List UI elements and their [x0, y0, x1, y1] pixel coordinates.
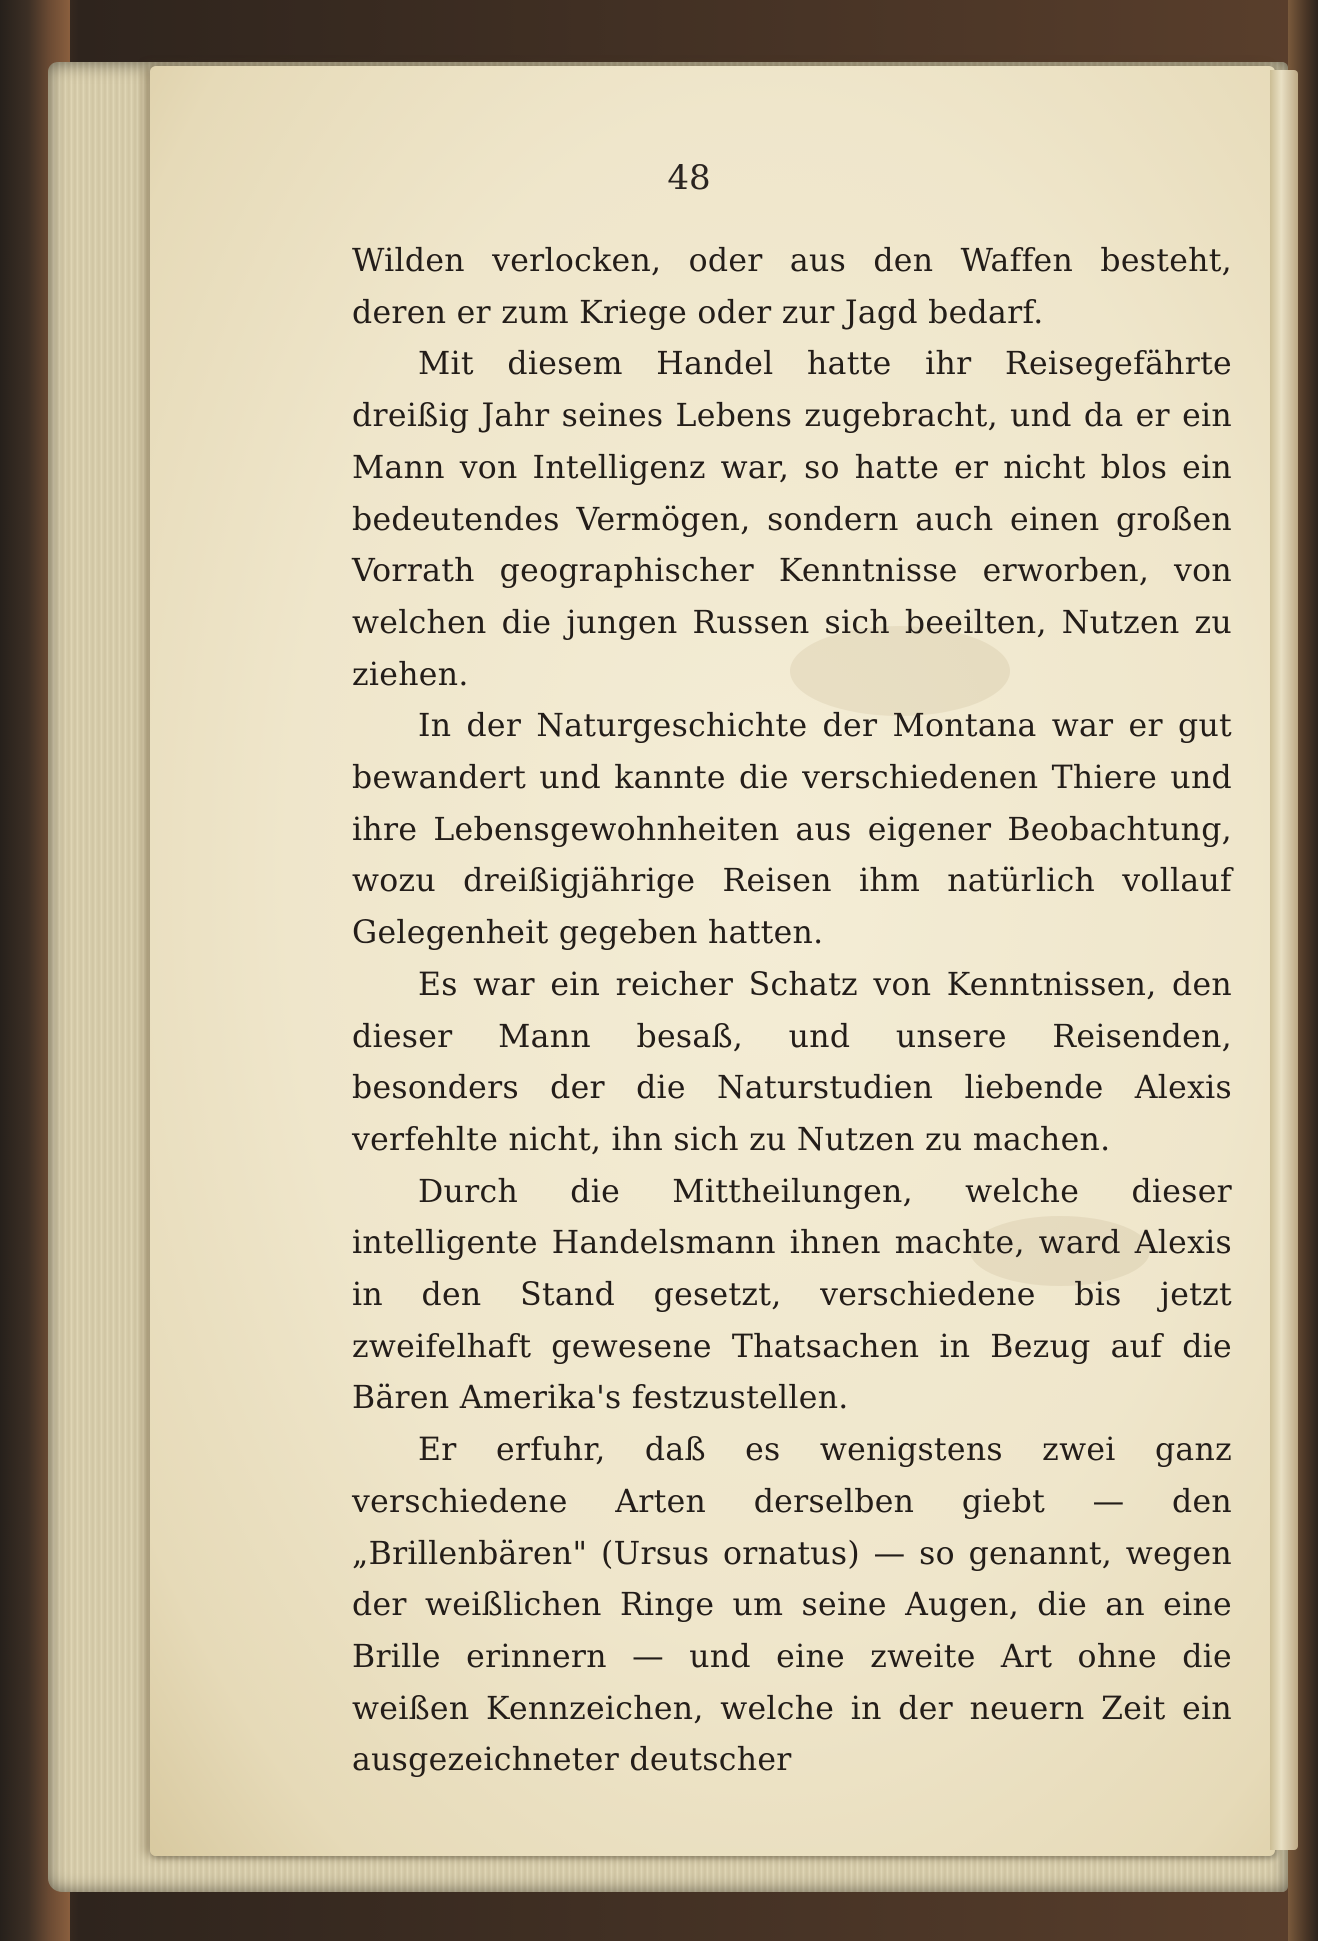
- paragraph: Mit diesem Handel hatte ihr Reisegefährte dreißig Jahr seines Lebens zugebracht, und da er ein Mann von Intelligenz war, so hatte er nicht blos ein bedeutendes Vermögen, sondern auch einen großen Vorrath geographischer Kenntnisse erworben, von welchen die jungen Russen sich beeilten, Nutzen zu ziehen.: [352, 346, 1232, 693]
- paragraph: Durch die Mittheilungen, welche dieser intelligente Handelsmann ihnen machte, ward Alexis in den Stand gesetzt, verschiedene bis jetzt zweifelhaft gewesene Thatsachen in Bezug auf die Bären Amerika's festzustellen.: [352, 1173, 1232, 1417]
- paragraph: In der Naturgeschichte der Montana war er gut bewandert und kannte die verschiedenen Thiere und ihre Lebensgewohnheiten aus eigener Beobachtung, wozu dreißigjährige Reisen ihm natürlich vollauf Gelegenheit gegeben hatten.: [352, 708, 1232, 952]
- paragraph: Wilden verlocken, oder aus den Waffen besteht, deren er zum Kriege oder zur Jagd bedarf.: [352, 243, 1232, 331]
- paragraph: Er erfuhr, daß es wenigstens zwei ganz verschiedene Arten derselben giebt — den „Brillenbären" (Ursus ornatus) — so genannt, wegen der weißlichen Ringe um seine Augen, die an eine Brille erinnern — und eine zweite Art ohne die weißen Kennzeichen, welche in der neuern Zeit ein ausgezeichneter deutscher: [352, 1432, 1232, 1779]
- page-number: 48: [667, 158, 711, 198]
- paragraph: Es war ein reicher Schatz von Kenntnissen, den dieser Mann besaß, und unsere Reisenden, besonders der die Naturstudien liebende Alexis verfehlte nicht, ihn sich zu Nutzen zu machen.: [352, 966, 1232, 1158]
- page-right-edge: [1270, 70, 1298, 1850]
- page-text: [352, 236, 1232, 1787]
